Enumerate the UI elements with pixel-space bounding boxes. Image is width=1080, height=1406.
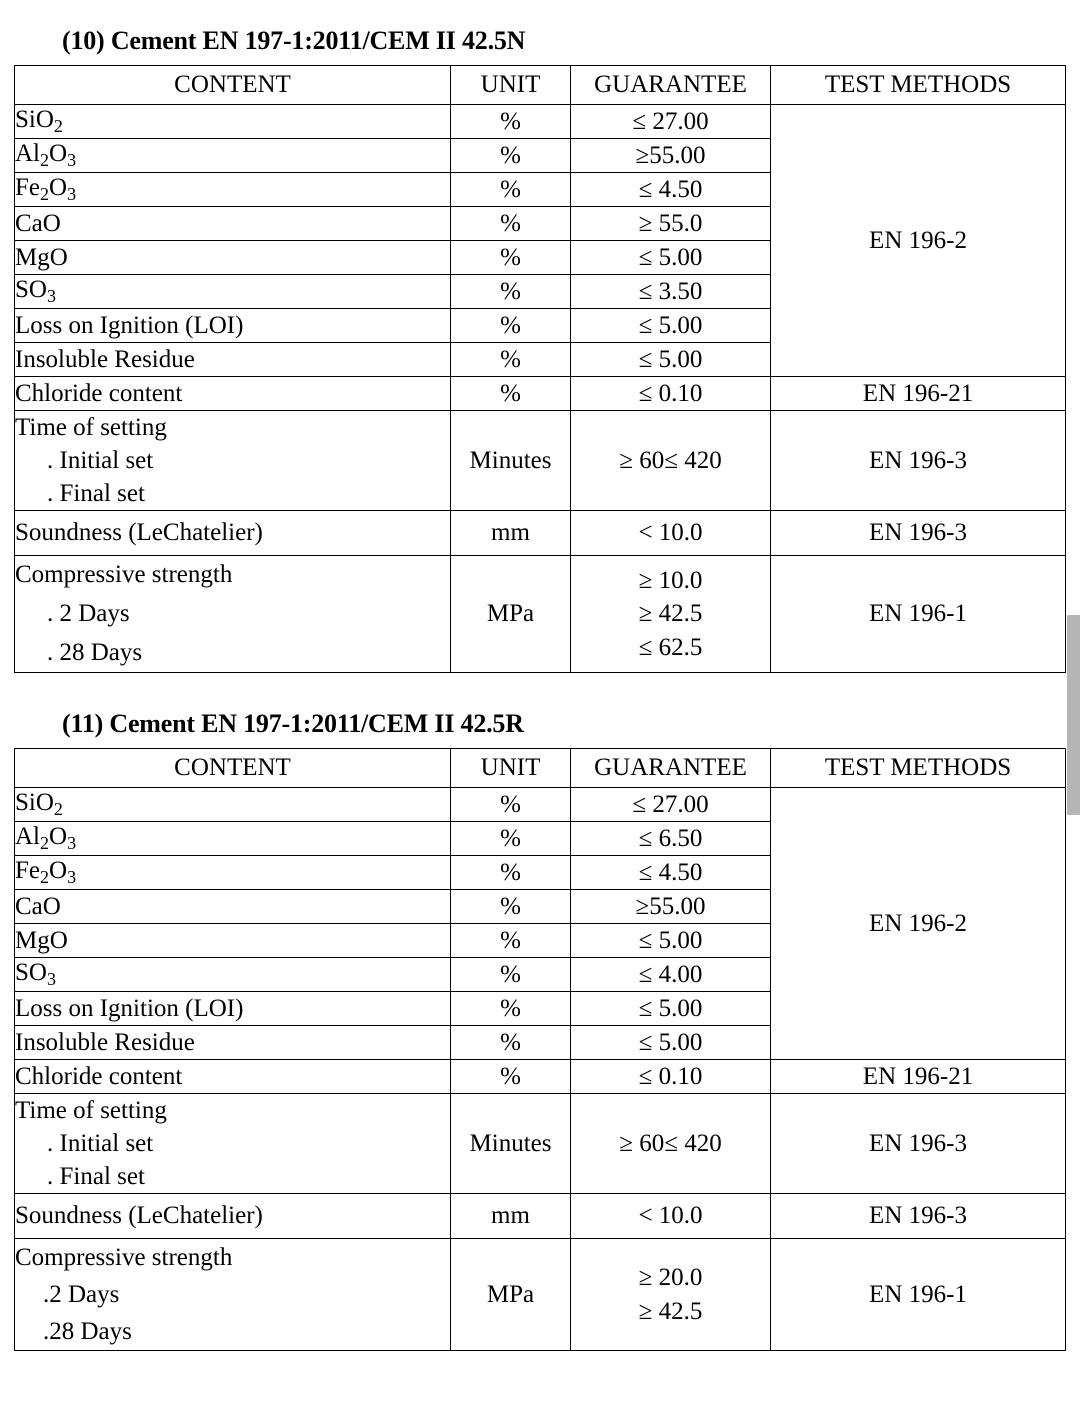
setting-title: Time of setting bbox=[15, 1097, 167, 1125]
setting-final-set: . Final set bbox=[47, 1163, 145, 1191]
setting-title: Time of setting bbox=[15, 414, 167, 441]
cell-unit: % bbox=[451, 173, 571, 207]
setting-initial-set: . Initial set bbox=[47, 1130, 154, 1158]
formula-subscript-2: 3 bbox=[67, 867, 77, 888]
guarantee-line: ≥ 20.0 bbox=[638, 1264, 703, 1292]
header-test-methods: TEST METHODS bbox=[771, 66, 1066, 105]
cell-guarantee: ≤ 5.00 bbox=[571, 924, 771, 958]
header-guarantee: GUARANTEE bbox=[571, 66, 771, 105]
cell-guarantee: ≥ 60≤ 420 bbox=[571, 1094, 771, 1194]
formula-base: Fe bbox=[15, 173, 40, 201]
formula-base: Al bbox=[15, 139, 40, 167]
cell-guarantee: ≥ 55.0 bbox=[571, 207, 771, 241]
cell-content: MgO bbox=[15, 241, 451, 275]
formula-subscript: 2 bbox=[53, 799, 63, 820]
table-row bbox=[15, 788, 1066, 822]
cell-unit: % bbox=[451, 992, 571, 1026]
cell-unit: mm bbox=[451, 1194, 571, 1239]
cell-content: Loss on Ignition (LOI) bbox=[15, 992, 451, 1026]
cell-content: Soundness (LeChatelier) bbox=[15, 1194, 451, 1239]
cell-unit: % bbox=[451, 241, 571, 275]
cell-unit: % bbox=[451, 788, 571, 822]
cell-unit: % bbox=[451, 377, 571, 411]
cell-unit: % bbox=[451, 207, 571, 241]
header-unit: UNIT bbox=[451, 749, 571, 788]
cell-test-method: EN 196-1 bbox=[771, 556, 1066, 673]
cell-test-method: EN 196-21 bbox=[771, 1060, 1066, 1094]
table-row-compressive-strength bbox=[15, 1239, 1066, 1351]
cell-test-method: EN 196-3 bbox=[771, 1194, 1066, 1239]
cell-test-method-chemical: EN 196-2 bbox=[771, 105, 1066, 377]
cell-guarantee-strength bbox=[571, 1239, 771, 1351]
header-unit: UNIT bbox=[451, 66, 571, 105]
cell-unit: Minutes bbox=[451, 411, 571, 511]
cell-test-method: EN 196-1 bbox=[771, 1239, 1066, 1351]
table-row-soundness bbox=[15, 1194, 1066, 1239]
table-11-section bbox=[0, 709, 1080, 1351]
formula-mid: O bbox=[49, 823, 68, 851]
cell-guarantee: < 10.0 bbox=[571, 1194, 771, 1239]
cell-guarantee: ≤ 6.50 bbox=[571, 822, 771, 856]
spec-table-10 bbox=[14, 65, 1066, 673]
formula-mid: O bbox=[49, 857, 68, 885]
page-scrollbar-thumb[interactable] bbox=[1067, 615, 1080, 815]
table-10-title: (10) Cement EN 197-1:2011/CEM II 42.5N bbox=[62, 26, 526, 55]
guarantee-line: ≥ 42.5 bbox=[638, 600, 703, 628]
cell-guarantee: ≥ 60≤ 420 bbox=[571, 411, 771, 511]
cell-guarantee-strength bbox=[571, 556, 771, 673]
cell-guarantee: ≤ 0.10 bbox=[571, 1060, 771, 1094]
cell-content-strength bbox=[15, 1239, 451, 1351]
table-row-time-of-setting bbox=[15, 1094, 1066, 1194]
formula-base: SO bbox=[15, 959, 47, 987]
strength-title: Compressive strength bbox=[15, 1244, 233, 1272]
strength-28-days: . 28 Days bbox=[47, 638, 143, 666]
cell-unit: % bbox=[451, 958, 571, 992]
formula-base: Al bbox=[15, 823, 40, 851]
cell-content: CaO bbox=[15, 207, 451, 241]
formula-subscript: 2 bbox=[40, 150, 49, 171]
table-row-soundness bbox=[15, 511, 1066, 556]
cell-unit: MPa bbox=[451, 1239, 571, 1351]
formula-subscript: 2 bbox=[40, 833, 49, 854]
cell-unit: % bbox=[451, 822, 571, 856]
cell-guarantee: ≤ 4.00 bbox=[571, 958, 771, 992]
cell-unit: % bbox=[451, 856, 571, 890]
cell-unit: % bbox=[451, 924, 571, 958]
guarantee-line: ≤ 62.5 bbox=[638, 633, 703, 661]
formula-subscript: 3 bbox=[46, 286, 56, 307]
cell-content bbox=[15, 105, 451, 139]
strength-2-days: .2 Days bbox=[43, 1281, 120, 1309]
cell-guarantee: ≤ 4.50 bbox=[571, 856, 771, 890]
formula-base: SiO bbox=[15, 789, 54, 817]
cell-content: CaO bbox=[15, 890, 451, 924]
formula-base: Fe bbox=[15, 857, 40, 885]
header-test-methods: TEST METHODS bbox=[771, 749, 1066, 788]
cell-content-strength bbox=[15, 556, 451, 673]
cell-unit: Minutes bbox=[451, 1094, 571, 1194]
cell-content bbox=[15, 275, 451, 309]
cell-guarantee: ≤ 27.00 bbox=[571, 788, 771, 822]
formula-subscript: 3 bbox=[46, 969, 56, 990]
cell-content: Insoluble Residue bbox=[15, 1026, 451, 1060]
formula-base: SiO bbox=[15, 105, 54, 133]
cell-test-method: EN 196-21 bbox=[771, 377, 1066, 411]
cell-test-method: EN 196-3 bbox=[771, 511, 1066, 556]
table-header-row bbox=[15, 749, 1066, 788]
cell-content bbox=[15, 856, 451, 890]
cell-content bbox=[15, 173, 451, 207]
guarantee-line: ≥ 42.5 bbox=[638, 1297, 703, 1325]
cell-guarantee: ≤ 27.00 bbox=[571, 105, 771, 139]
cell-content: Soundness (LeChatelier) bbox=[15, 511, 451, 556]
formula-subscript-2: 3 bbox=[67, 150, 77, 171]
table-row-compressive-strength bbox=[15, 556, 1066, 673]
cell-unit: % bbox=[451, 890, 571, 924]
formula-base: SO bbox=[15, 275, 47, 303]
cell-unit: % bbox=[451, 309, 571, 343]
formula-mid: O bbox=[49, 139, 68, 167]
cell-content: Insoluble Residue bbox=[15, 343, 451, 377]
cell-content bbox=[15, 788, 451, 822]
cell-guarantee: ≤ 4.50 bbox=[571, 173, 771, 207]
table-row-chloride bbox=[15, 377, 1066, 411]
cell-guarantee: ≥55.00 bbox=[571, 139, 771, 173]
cell-guarantee: ≤ 5.00 bbox=[571, 309, 771, 343]
cell-unit: % bbox=[451, 139, 571, 173]
cell-content: Loss on Ignition (LOI) bbox=[15, 309, 451, 343]
cell-unit: mm bbox=[451, 511, 571, 556]
cell-guarantee: ≤ 3.50 bbox=[571, 275, 771, 309]
table-header-row bbox=[15, 66, 1066, 105]
formula-subscript-2: 3 bbox=[67, 184, 77, 205]
setting-initial-set: . Initial set bbox=[47, 447, 154, 474]
cell-content: Chloride content bbox=[15, 1060, 451, 1094]
cell-guarantee: ≤ 0.10 bbox=[571, 377, 771, 411]
cell-content bbox=[15, 139, 451, 173]
table-10-section bbox=[0, 0, 1080, 673]
cell-guarantee: < 10.0 bbox=[571, 511, 771, 556]
cell-content-setting bbox=[15, 411, 451, 511]
cell-unit: % bbox=[451, 1026, 571, 1060]
cell-unit: % bbox=[451, 105, 571, 139]
cell-content: Chloride content bbox=[15, 377, 451, 411]
cell-guarantee: ≥55.00 bbox=[571, 890, 771, 924]
table-11-title: (11) Cement EN 197-1:2011/CEM II 42.5R bbox=[62, 709, 524, 739]
cell-test-method: EN 196-3 bbox=[771, 411, 1066, 511]
header-content: CONTENT bbox=[15, 66, 451, 105]
formula-subscript: 2 bbox=[40, 184, 49, 205]
cell-test-method: EN 196-3 bbox=[771, 1094, 1066, 1194]
formula-subscript: 2 bbox=[40, 867, 49, 888]
cell-unit: MPa bbox=[451, 556, 571, 673]
cell-content-setting bbox=[15, 1094, 451, 1194]
formula-subscript: 2 bbox=[53, 116, 63, 137]
cell-unit: % bbox=[451, 1060, 571, 1094]
formula-subscript-2: 3 bbox=[67, 833, 77, 854]
strength-2-days: . 2 Days bbox=[47, 599, 130, 627]
guarantee-line: ≥ 10.0 bbox=[638, 566, 703, 594]
spec-table-11 bbox=[14, 748, 1066, 1351]
cell-unit: % bbox=[451, 343, 571, 377]
table-row-time-of-setting bbox=[15, 411, 1066, 511]
table-separator bbox=[0, 673, 1080, 709]
table-row bbox=[15, 105, 1066, 139]
cell-content bbox=[15, 958, 451, 992]
setting-final-set: . Final set bbox=[47, 480, 145, 507]
cell-guarantee: ≤ 5.00 bbox=[571, 992, 771, 1026]
header-guarantee: GUARANTEE bbox=[571, 749, 771, 788]
cell-content bbox=[15, 822, 451, 856]
cell-guarantee: ≤ 5.00 bbox=[571, 241, 771, 275]
table-row-chloride bbox=[15, 1060, 1066, 1094]
cell-guarantee: ≤ 5.00 bbox=[571, 343, 771, 377]
cell-guarantee: ≤ 5.00 bbox=[571, 1026, 771, 1060]
formula-mid: O bbox=[49, 173, 68, 201]
header-content: CONTENT bbox=[15, 749, 451, 788]
strength-title: Compressive strength bbox=[15, 561, 233, 588]
strength-28-days: .28 Days bbox=[43, 1318, 132, 1346]
cell-content: MgO bbox=[15, 924, 451, 958]
cell-unit: % bbox=[451, 275, 571, 309]
cell-test-method-chemical: EN 196-2 bbox=[771, 788, 1066, 1060]
